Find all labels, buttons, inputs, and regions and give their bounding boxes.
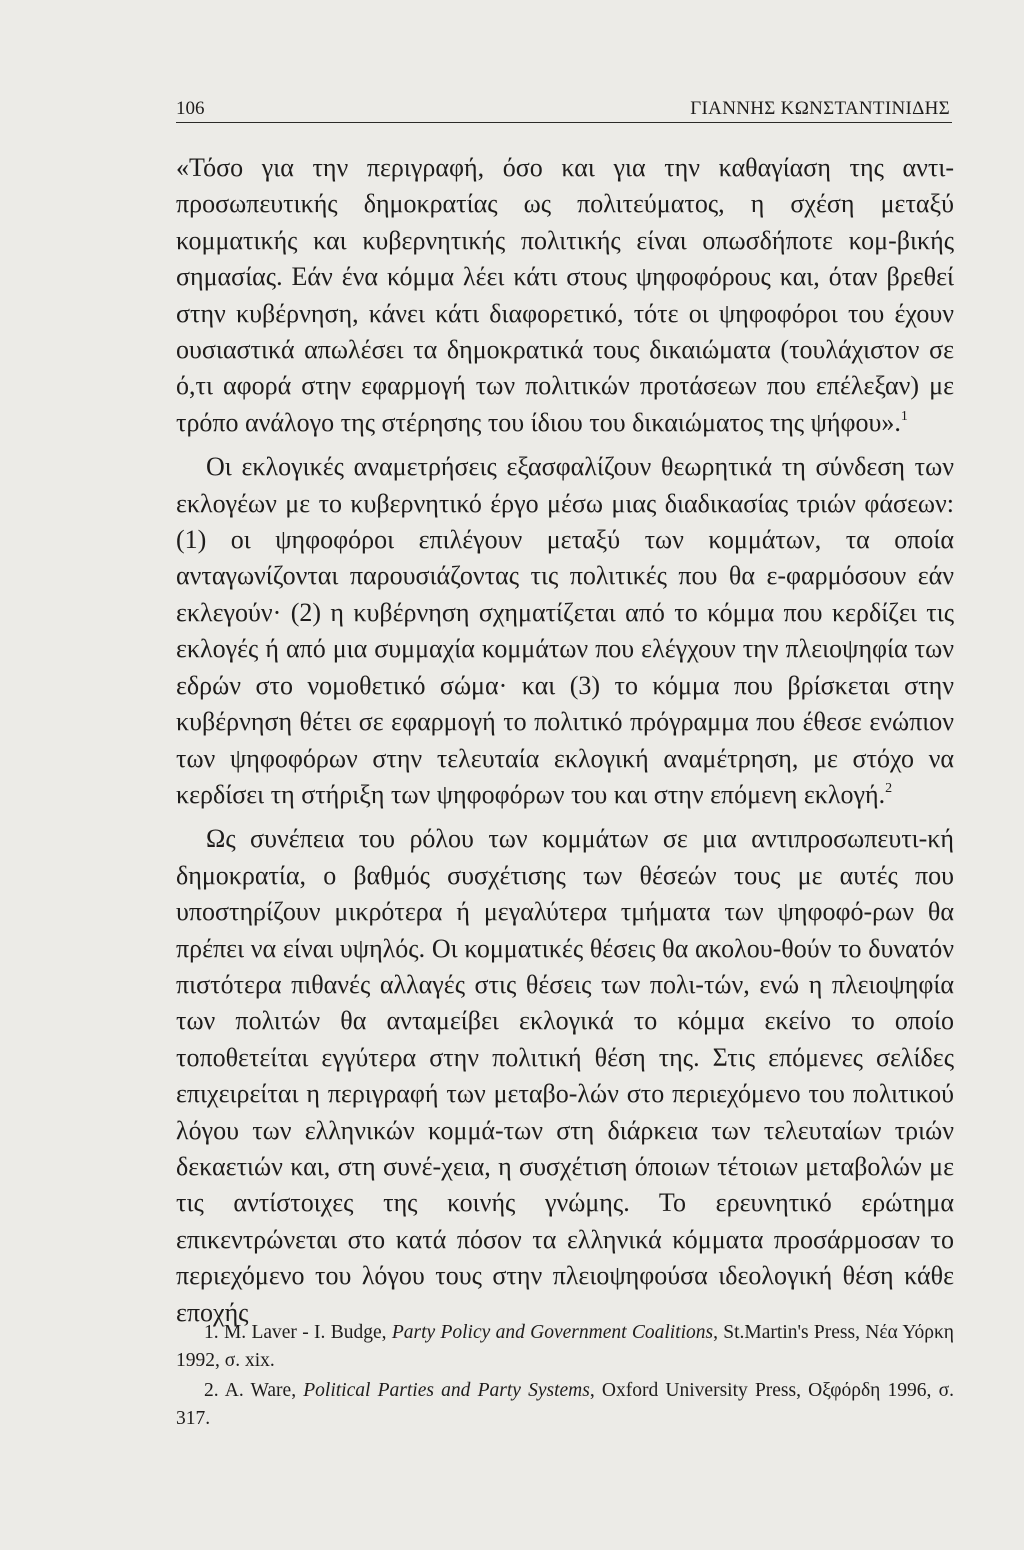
footnote [176, 1377, 954, 1433]
paragraph-text: «Τόσο για την περιγραφή, όσο και για την καθαγίαση της αντι-προσωπευτικής δημοκρατίας ως πολιτεύματος, η σχέση μεταξύ κομματικής και κυβερνητικής πολιτικής είναι οπωσδήποτε κομ-βικής σημασίας. Εάν ένα κόμμα λέει κάτι στους ψηφοφόρους και, όταν βρεθεί στην κυβέρνηση, κάνει κάτι διαφορετικό, τότε οι ψηφοφόροι του έχουν ουσιαστικά απωλέσει τα δημοκρατικά τους δικαιώματα (τουλάχιστον σε ό,τι αφορά στην εφαρμογή των πολιτικών προτάσεων που επέλεξαν) με τρόπο ανάλογο της στέρησης του ίδιου του δικαιώματος της ψήφου». [176, 153, 954, 437]
footnote-number: 1. [204, 1322, 219, 1343]
paragraph-text: Οι εκλογικές αναμετρήσεις εξασφαλίζουν θεωρητικά τη σύνδεση των εκλογέων με το κυβερνητικό έργο μέσω μιας διαδικασίας τριών φάσεων: (1) οι ψηφοφόροι επιλέγουν μεταξύ των κομμάτων, τα οποία ανταγωνίζονται παρουσιάζοντας τις πολιτικές που θα ε-φαρμόσουν εάν εκλεγούν· (2) η κυβέρνηση σχηματίζεται από το κόμμα που κερδίζει τις εκλογές ή από μια συμμαχία κομμάτων που ελέγχουν την πλειοψηφία των εδρών στο νομοθετικό σώμα· και (3) το κόμμα που βρίσκεται στην κυβέρνηση θέτει σε εφαρμογή το πολιτικό πρόγραμμα που έθεσε ενώπιον των ψηφοφόρων στην τελευταία εκλογική αναμέτρηση, με στόχο να κερδίσει τη στήριξη των ψηφοφόρων του και στην επόμενη εκλογή. [176, 452, 954, 809]
footnote-title: Political Parties and Party Systems [303, 1380, 590, 1401]
footnote-marker[interactable]: 1 [900, 408, 908, 424]
paragraph [176, 821, 954, 1331]
footnote-number: 2. [204, 1380, 219, 1401]
paragraph-quote [176, 150, 954, 441]
running-header [176, 96, 952, 123]
footnote-publisher: , Oxford University Press, Οξφόρδη 1996, σ. 317. [176, 1380, 954, 1429]
footnote-author: A. Ware, [224, 1380, 304, 1401]
paragraph [176, 449, 954, 813]
footnote [176, 1319, 954, 1375]
footnote-author: M. Laver - I. Budge, [223, 1322, 392, 1343]
page-number: 106 [176, 98, 205, 119]
running-head-author: ΓΙΑΝΝΗΣ ΚΩΝΣΤΑΝΤΙΝΙΔΗΣ [690, 98, 950, 119]
footnote-publisher: , St.Martin's Press, Νέα Υόρκη 1992, σ. xix. [176, 1322, 954, 1371]
footnote-title: Party Policy and Government Coalitions [391, 1322, 714, 1343]
paragraph-text: Ως συνέπεια του ρόλου των κομμάτων σε μια αντιπροσωπευτι-κή δημοκρατία, ο βαθμός συσχέτισης των θέσεών τους με αυτές που υποστηρίζουν μικρότερα ή μεγαλύτερα τμήματα των ψηφοφό-ρων θα πρέπει να είναι υψηλός. Οι κομματικές θέσεις θα ακολου-θούν το δυνατόν πιστότερα πιθανές αλλαγές στις θέσεις των πολι-τών, ενώ η πλειοψηφία των πολιτών θα ανταμείβει εκλογικά το κόμμα εκείνο το οποίο τοποθετείται εγγύτερα στην πολιτική θέση της. Στις επόμενες σελίδες επιχειρείται η περιγραφή των μεταβο-λών στο περιεχόμενο του πολιτικού λόγου των ελληνικών κομμά-των στη διάρκεια των τελευταίων τριών δεκαετιών και, στη συνέ-χεια, η συσχέτιση όποιων τέτοιων μεταβολών με τις αντίστοιχες της κοινής γνώμης. Το ερευνητικό ερώτημα επικεντρώνεται στο κατά πόσον τα ελληνικά κόμματα προσάρμοσαν το περιεχόμενο του λόγου τους στην πλειοψηφούσα ιδεολογική θέση κάθε εποχής [176, 824, 954, 1327]
footnote-marker[interactable]: 2 [885, 780, 893, 796]
footnotes [176, 1319, 954, 1433]
main-text [176, 150, 954, 1331]
